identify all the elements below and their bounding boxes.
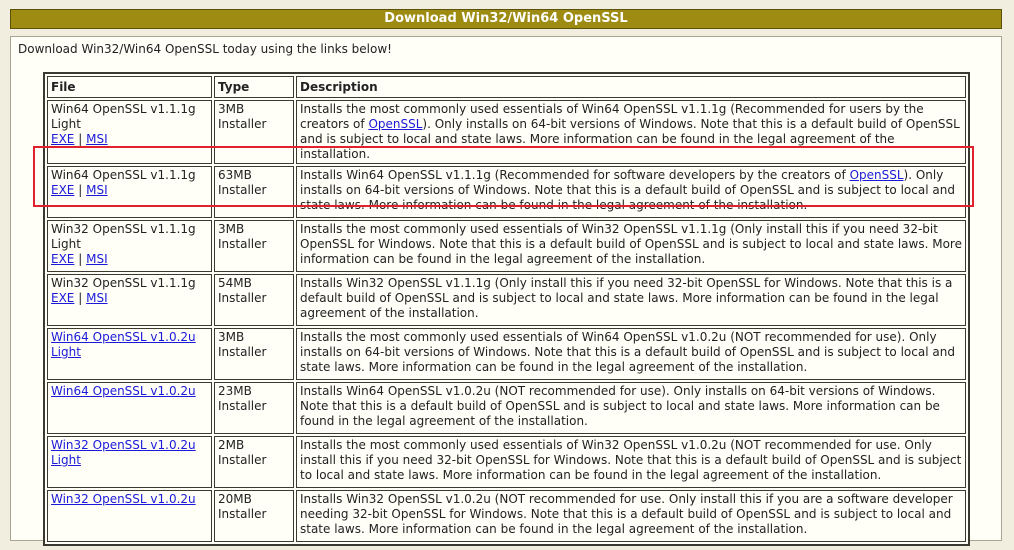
- type-cell: 63MB Installer: [214, 166, 294, 218]
- type-cell: 23MB Installer: [214, 382, 294, 434]
- description-text: Installs the most commonly used essentials of Win64 OpenSSL v1.1.1g (Recommended for users by the creators of: [300, 102, 924, 131]
- link-separator: |: [78, 291, 83, 305]
- type-cell: 3MB Installer: [214, 100, 294, 164]
- downloads-table: [43, 72, 970, 546]
- file-cell: [47, 100, 212, 164]
- column-header-file: File: [47, 76, 212, 98]
- description-cell: Installs Win32 OpenSSL v1.0.2u (NOT recommended for use. Only install this if you are a software developer needing 32-bit OpenSSL for Windows. Note that this is a default build of OpenSSL and is subject to local and state laws. More information can be found in the legal agreement of the installation.: [296, 490, 966, 542]
- page-title: Download Win32/Win64 OpenSSL: [10, 9, 1002, 29]
- table-header-row: [47, 76, 966, 98]
- description-cell: Installs the most commonly used essentials of Win64 OpenSSL v1.0.2u (NOT recommended for use). Only installs on 64-bit versions of Windows. Note that this is a default build of OpenSSL and is subject to local and state laws. More information can be found in the legal agreement of the installation.: [296, 328, 966, 380]
- file-download-link[interactable]: Win32 OpenSSL v1.0.2u: [51, 492, 196, 506]
- file-download-link[interactable]: Win32 OpenSSL v1.0.2u Light: [51, 438, 196, 467]
- file-name: Win64 OpenSSL v1.1.1g: [51, 168, 196, 182]
- file-cell: [47, 166, 212, 218]
- exe-link[interactable]: EXE: [51, 291, 75, 305]
- file-cell: [47, 220, 212, 272]
- description-cell: Installs the most commonly used essentials of Win32 OpenSSL v1.1.1g (Only install this if you need 32-bit OpenSSL for Windows. Note that this is a default build of OpenSSL and is subject to local and state laws. More information can be found in the legal agreement of the installation.: [296, 220, 966, 272]
- table-row: [47, 382, 966, 434]
- description-text: ). Only installs on 64-bit versions of Windows. Note that this is a default build of OpenSSL and is subject to local and state laws. More information can be found in the legal agreement of the installation.: [300, 168, 955, 212]
- description-text: Installs Win64 OpenSSL v1.1.1g (Recommended for software developers by the creators of: [300, 168, 850, 182]
- file-name: Win32 OpenSSL v1.1.1g: [51, 276, 196, 290]
- msi-link[interactable]: MSI: [86, 183, 108, 197]
- type-cell: 54MB Installer: [214, 274, 294, 326]
- description-cell: Installs the most commonly used essentials of Win32 OpenSSL v1.0.2u (NOT recommended for use. Only install this if you need 32-bit OpenSSL for Windows. Note that this is a default build of OpenSSL and is subject to local and state laws. More information can be found in the legal agreement of the installation.: [296, 436, 966, 488]
- link-separator: |: [78, 252, 83, 266]
- msi-link[interactable]: MSI: [86, 291, 108, 305]
- file-cell: [47, 328, 212, 380]
- exe-link[interactable]: EXE: [51, 132, 75, 146]
- file-cell: [47, 490, 212, 542]
- exe-link[interactable]: EXE: [51, 252, 75, 266]
- table-row: [47, 436, 966, 488]
- link-separator: |: [78, 132, 83, 146]
- type-cell: 2MB Installer: [214, 436, 294, 488]
- description-cell: Installs Win32 OpenSSL v1.1.1g (Only install this if you need 32-bit OpenSSL for Windows. Note that this is a default build of OpenSSL and is subject to local and state laws. More information can be found in the legal agreement of the installation.: [296, 274, 966, 326]
- file-download-link[interactable]: Win64 OpenSSL v1.0.2u: [51, 384, 196, 398]
- table-row: [47, 490, 966, 542]
- file-cell: [47, 274, 212, 326]
- description-cell: Installs Win64 OpenSSL v1.0.2u (NOT recommended for use). Only installs on 64-bit versions of Windows. Note that this is a default build of OpenSSL and is subject to local and state laws. More information can be found in the legal agreement of the installation.: [296, 382, 966, 434]
- link-separator: |: [78, 183, 83, 197]
- column-header-description: Description: [296, 76, 966, 98]
- msi-link[interactable]: MSI: [86, 132, 108, 146]
- column-header-type: Type: [214, 76, 294, 98]
- file-cell: [47, 436, 212, 488]
- openssl-link[interactable]: OpenSSL: [849, 168, 904, 182]
- table-row: [47, 220, 966, 272]
- file-download-link[interactable]: Win64 OpenSSL v1.0.2u Light: [51, 330, 196, 359]
- openssl-link[interactable]: OpenSSL: [368, 117, 423, 131]
- description-text: ). Only installs on 64-bit versions of Windows. Note that this is a default build of OpenSSL and is subject to local and state laws. More information can be found in the legal agreement of the installation.: [300, 117, 960, 161]
- table-row: [47, 274, 966, 326]
- type-cell: 20MB Installer: [214, 490, 294, 542]
- description-cell: [296, 166, 966, 218]
- file-cell: [47, 382, 212, 434]
- table-row: [47, 166, 966, 218]
- file-name: Win32 OpenSSL v1.1.1g Light: [51, 222, 196, 251]
- type-cell: 3MB Installer: [214, 220, 294, 272]
- table-row: [47, 328, 966, 380]
- table-row: [47, 100, 966, 164]
- exe-link[interactable]: EXE: [51, 183, 75, 197]
- file-name: Win64 OpenSSL v1.1.1g Light: [51, 102, 196, 131]
- intro-text: Download Win32/Win64 OpenSSL today using the links below!: [18, 42, 392, 56]
- download-panel: [10, 36, 1002, 541]
- msi-link[interactable]: MSI: [86, 252, 108, 266]
- description-cell: [296, 100, 966, 164]
- type-cell: 3MB Installer: [214, 328, 294, 380]
